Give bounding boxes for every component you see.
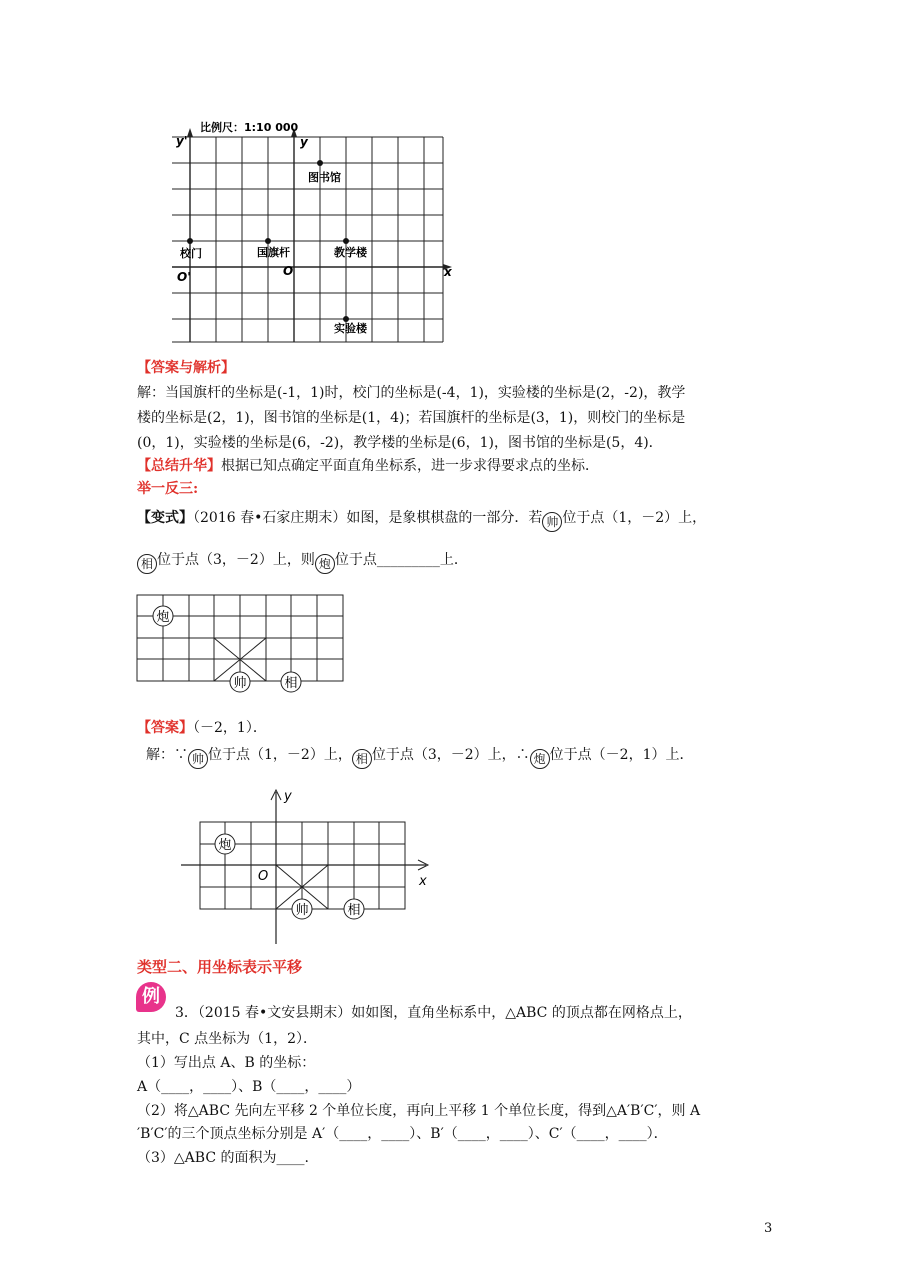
example-badge: 例 (136, 982, 166, 1012)
place-library: 图书馆 (308, 171, 341, 184)
answer-line-3: (0，1)，实验楼的坐标是(6，-2)，教学楼的坐标是(6，1)，图书馆的坐标是(5，4)． (137, 435, 663, 451)
summary: 【总结升华】根据已知点确定平面直角坐标系，进一步求得要求点的坐标． (137, 458, 599, 474)
chess-board-figure (136, 594, 348, 698)
scale-label: 比例尺：1:10 000 (200, 121, 299, 134)
question-3: （3）△ABC 的面积为____. (137, 1150, 309, 1166)
pao-icon: 炮 (530, 749, 550, 769)
pao-icon: 炮 (315, 554, 335, 574)
page-number: 3 (764, 1221, 773, 1236)
answer2-solution: 解：∵ 帅 位于点（1，－2）上， 相 位于点（3，－2）上，∴ 炮 位于点（－2，1）上． (146, 745, 693, 769)
answer-tag: 【答案与解析】 (137, 360, 235, 376)
example-line-1: 3．（2015 春•文安县期末）如如图，直角坐标系中，△ABC 的顶点都在网格点上， (175, 1005, 692, 1021)
variant-line-1: 【变式】（2016 春•石家庄期末）如图，是象棋棋盘的一部分．若 帅 位于点（1，－2）上， (137, 508, 706, 532)
origin-label: O (258, 869, 269, 884)
pao-piece: 炮 (156, 610, 170, 625)
shuai-icon: 帅 (542, 512, 562, 532)
question-1-blanks: A（____，____）、B（____，____） (137, 1079, 361, 1095)
xiang-piece: 相 (347, 903, 361, 918)
question-2-line-2: ′B′C′的三个顶点坐标分别是 A′（____，____）、B′（____，____）、C′（____，____）． (137, 1126, 668, 1142)
origin-label: O (283, 264, 294, 278)
y-axis-label: y (284, 789, 292, 804)
shuai-piece: 帅 (295, 903, 309, 918)
section-heading: 类型二、用坐标表示平移 (137, 958, 303, 976)
variant-line-2: 相 位于点（3，－2）上，则 炮 位于点_________上． (137, 550, 468, 574)
place-teaching-building: 教学楼 (334, 246, 367, 259)
xiang-icon: 相 (137, 554, 157, 574)
x-axis-label: x (444, 265, 452, 279)
question-2-line-1: （2）将△ABC 先向左平移 2 个单位长度，再向上平移 1 个单位长度，得到△A′B′C′，则 A (137, 1103, 701, 1119)
shuai-icon: 帅 (188, 749, 208, 769)
xiang-icon: 相 (352, 749, 372, 769)
example-line-2: 其中，C 点坐标为（1，2）． (137, 1031, 317, 1047)
place-flagpole: 国旗杆 (257, 246, 290, 259)
pao-piece: 炮 (218, 838, 232, 853)
xiang-piece: 相 (284, 676, 298, 691)
shuai-piece: 帅 (233, 676, 247, 691)
campus-map-figure (168, 118, 458, 346)
y-prime-label: y' (176, 134, 188, 148)
place-school-gate: 校门 (180, 247, 202, 260)
answer2: 【答案】（－2，1）． (137, 720, 267, 736)
chess-board-axes-figure (176, 782, 438, 948)
x-axis-label: x (419, 874, 427, 889)
place-lab-building: 实验楼 (334, 322, 367, 335)
question-1: （1）写出点 A、B 的坐标： (137, 1055, 316, 1071)
y-axis-label: y (300, 135, 308, 149)
answer-line-1: 解：当国旗杆的坐标是(-1，1)时，校门的坐标是(-4，1)，实验楼的坐标是(2，-2)，教学 (137, 385, 686, 401)
origin-prime-label: O' (177, 270, 191, 284)
answer-line-2: 楼的坐标是(2，1)，图书馆的坐标是(1，4)；若国旗杆的坐标是(3，1)，则校门的坐标是 (137, 410, 686, 426)
juyi-heading: 举一反三: (137, 481, 199, 497)
